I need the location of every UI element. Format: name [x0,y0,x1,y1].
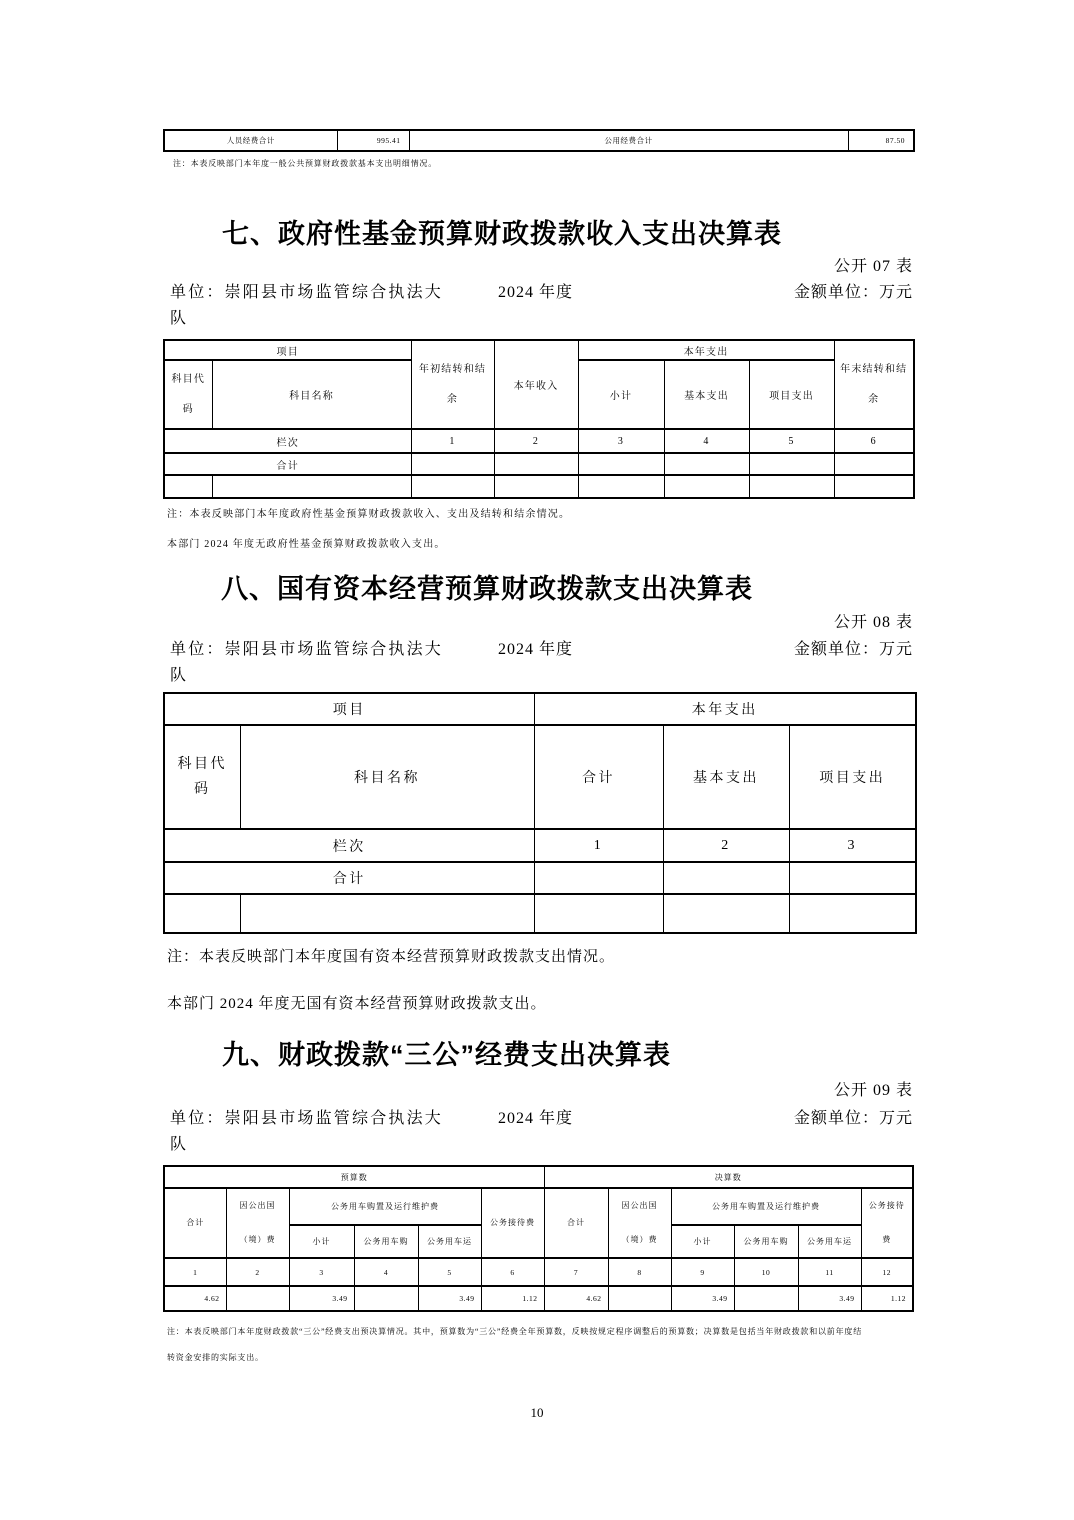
empty-cell [164,475,212,498]
section8-title: 八、国有资本经营预算财政拨款支出决算表 [221,574,753,604]
t08-total-header: 合计 [534,725,663,829]
section7-amount-unit: 金额单位：万元 [793,284,913,301]
empty-cell [663,862,789,894]
t08-project-exp-header: 项目支出 [789,725,916,829]
t09-budget-header: 预算数 [164,1166,544,1188]
section7-year: 2024 年度 [498,284,574,301]
section8-year: 2024 年度 [498,641,574,658]
table-row [164,429,914,453]
t09-final-vehicle-operation: 公务用车运 [798,1225,861,1258]
t07-col-number: 4 [664,429,749,453]
t07-income-header: 本年收入 [494,340,578,429]
empty-cell [789,862,916,894]
page-number: 10 [530,1405,544,1420]
t08-project-header: 项目 [164,693,534,725]
t09-col-number: 11 [798,1258,861,1286]
t09-col-number: 12 [861,1258,913,1286]
table-row [164,693,916,725]
personnel-total-label: 人员经费合计 [164,130,337,151]
t09-budget-vehicle-header: 公务用车购置及运行维护费 [289,1188,481,1225]
section7-unit: 单位：崇阳县市场监管综合执法大队 [170,284,444,327]
empty-cell [663,894,789,933]
t07-subtotal-header: 小计 [578,360,664,429]
basic-expense-summary-table [163,129,915,152]
empty-cell [164,894,240,933]
table-row [164,862,916,894]
empty-cell [212,475,411,498]
t09-value-cell: 3.49 [289,1286,354,1311]
section8-unit: 单位：崇阳县市场监管综合执法大队 [170,641,444,684]
empty-cell [578,475,664,498]
t07-project-header: 项目 [164,340,411,360]
empty-cell [534,862,663,894]
table-row [164,1166,913,1188]
t09-value-cell [226,1286,289,1311]
t09-budget-total-header: 合计 [164,1188,226,1258]
public-total-label: 公用经费合计 [409,130,848,151]
table-row [164,725,916,829]
t07-lanci-label: 栏次 [164,429,411,453]
section9-year: 2024 年度 [498,1110,574,1127]
empty-cell [749,453,834,475]
table06-note: 注：本表反映部门本年度一般公共预算财政拨款基本支出明细情况。 [173,159,437,168]
t09-value-cell: 4.62 [164,1286,226,1311]
t07-col-number: 5 [749,429,834,453]
section8-meta-row [0,637,1074,693]
t09-value-cell: 1.12 [861,1286,913,1311]
empty-cell [240,894,534,933]
section9-meta-row [0,1106,1074,1162]
empty-cell [578,453,664,475]
t08-total-label: 合计 [164,862,534,894]
empty-cell [834,453,914,475]
section8-note-2: 本部门 2024 年度无国有资本经营预算财政拨款支出。 [167,996,547,1012]
empty-cell [411,475,494,498]
t09-value-cell: 3.49 [418,1286,481,1311]
t07-project-exp-header: 项目支出 [749,360,834,429]
t09-col-number: 5 [418,1258,481,1286]
t09-final-abroad-header: 因公出国（境）费 [608,1188,671,1258]
empty-cell [834,475,914,498]
section8-amount-unit: 金额单位：万元 [793,641,913,658]
section8-table-label: 公开 08 表 [833,614,913,631]
t08-name-header: 科目名称 [240,725,534,829]
t07-name-header: 科目名称 [212,360,411,429]
t09-col-number: 3 [289,1258,354,1286]
empty-cell [789,894,916,933]
t09-value-cell [608,1286,671,1311]
t09-value-cell: 1.12 [481,1286,544,1311]
section8-note-1: 注：本表反映部门本年度国有资本经营预算财政拨款支出情况。 [167,949,616,965]
table-row [164,130,914,151]
t09-final-vehicle-subtotal: 小计 [671,1225,734,1258]
t09-final-header: 决算数 [544,1166,913,1188]
t09-col-number: 10 [734,1258,798,1286]
t08-col-number: 3 [789,829,916,862]
t09-budget-vehicle-operation: 公务用车运 [418,1225,481,1258]
table-row [164,1188,913,1225]
t09-col-number: 8 [608,1258,671,1286]
empty-cell [749,475,834,498]
t08-lanci-label: 栏次 [164,829,534,862]
t07-code-header: 科目代码 [164,360,212,429]
section9-note-line2: 转资金安排的实际支出。 [167,1353,264,1362]
section7-note-1: 注：本表反映部门本年度政府性基金预算财政拨款收入、支出及结转和结余情况。 [167,509,571,520]
t07-col-number: 1 [411,429,494,453]
t09-value-cell: 4.62 [544,1286,608,1311]
table-row [164,1258,913,1286]
three-public-expense-table [163,1165,914,1312]
empty-cell [494,475,578,498]
t07-basic-header: 基本支出 [664,360,749,429]
t08-basic-header: 基本支出 [663,725,789,829]
t08-col-number: 1 [534,829,663,862]
gov-fund-budget-table [163,339,915,499]
t09-final-vehicle-purchase: 公务用车购 [734,1225,798,1258]
t09-budget-vehicle-subtotal: 小计 [289,1225,354,1258]
personnel-total-value: 995.41 [337,130,409,151]
t09-col-number: 6 [481,1258,544,1286]
section9-unit: 单位：崇阳县市场监管综合执法大队 [170,1110,444,1153]
section9-note-line1: 注：本表反映部门本年度财政拨款“三公”经费支出预决算情况。其中，预算数为“三公”经费全年预算数，反映按规定程序调整后的预算数；决算数是包括当年财政拨款和以前年度结 [167,1327,862,1336]
state-capital-budget-table [163,692,917,934]
t07-col-number: 6 [834,429,914,453]
t07-col-number: 3 [578,429,664,453]
table-row [164,453,914,475]
table-row [164,475,914,498]
empty-cell [664,453,749,475]
t08-expense-header: 本年支出 [534,693,916,725]
table-row [164,894,916,933]
section7-meta-row [0,280,1074,336]
table-row [164,829,916,862]
t07-opening-balance-header: 年初结转和结余 [411,340,494,429]
table-row [164,1286,913,1311]
t07-closing-balance-header: 年末结转和结余 [834,340,914,429]
t09-budget-vehicle-purchase: 公务用车购 [354,1225,418,1258]
t09-col-number: 2 [226,1258,289,1286]
t09-value-cell [734,1286,798,1311]
t09-value-cell [354,1286,418,1311]
t09-value-cell: 3.49 [798,1286,861,1311]
t07-total-label: 合计 [164,453,411,475]
section7-table-label: 公开 07 表 [833,258,913,275]
t07-expense-header: 本年支出 [578,340,834,360]
public-total-value: 87.50 [848,130,914,151]
empty-cell [494,453,578,475]
section9-amount-unit: 金额单位：万元 [793,1110,913,1127]
t09-budget-reception-header: 公务接待费 [481,1188,544,1258]
empty-cell [534,894,663,933]
t09-col-number: 1 [164,1258,226,1286]
section7-note-2: 本部门 2024 年度无政府性基金预算财政拨款收入支出。 [167,539,446,550]
t09-final-vehicle-header: 公务用车购置及运行维护费 [671,1188,861,1225]
t09-budget-abroad-header: 因公出国（境）费 [226,1188,289,1258]
t08-col-number: 2 [663,829,789,862]
section7-title: 七、政府性基金预算财政拨款收入支出决算表 [222,219,782,249]
t09-final-total-header: 合计 [544,1188,608,1258]
section9-table-label: 公开 09 表 [833,1082,913,1099]
t08-code-header: 科目代码 [164,725,240,829]
t09-col-number: 9 [671,1258,734,1286]
t07-col-number: 2 [494,429,578,453]
empty-cell [411,453,494,475]
t09-final-reception-header: 公务接待费 [861,1188,913,1258]
table-row [164,340,914,360]
empty-cell [664,475,749,498]
section9-title: 九、财政拨款“三公”经费支出决算表 [222,1040,671,1070]
t09-value-cell: 3.49 [671,1286,734,1311]
t09-col-number: 7 [544,1258,608,1286]
t09-col-number: 4 [354,1258,418,1286]
